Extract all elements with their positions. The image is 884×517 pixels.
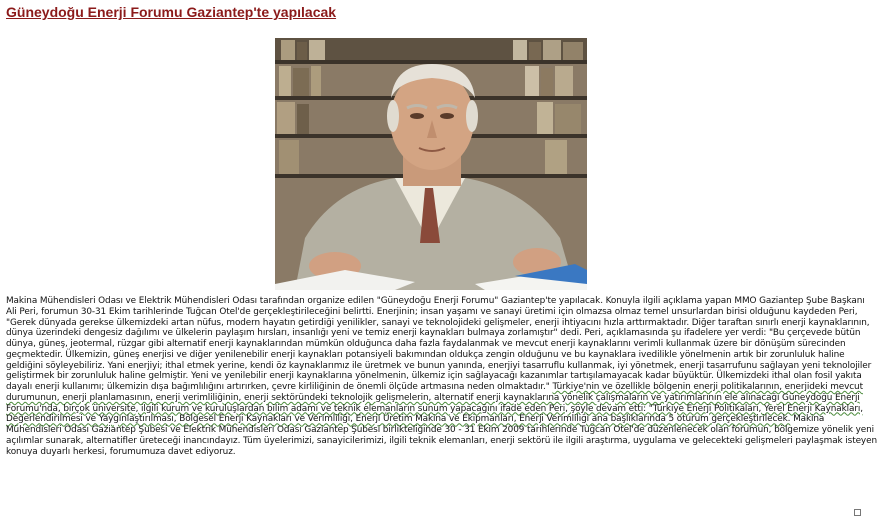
portrait-photo-icon	[275, 38, 587, 290]
article-headline-link[interactable]: Güneydoğu Enerji Forumu Gaziantep'te yapılacak	[6, 4, 337, 20]
article-paragraph-closing: Makina Mühendisleri Odası Gaziantep Şubesi ve Elektrik Mühendisleri Odası Gaziantep Şubesi birlikteliğinde 30 - 31 Ekim 2009 tarihlerinde Tuğcan Otel'de düzenlenecek olan forumun, bölgemize yönelik yeni açılımlar sunarak, alternatifler üreteceği inancındayız. Tüm üyelerimizi, sanayicilerimizi, ilgili teknik elemanları, enerji sektörü ile ilgili araştırma, uygulama ve gelecekteki gelişmeleri paylaşmak isteyen konuya duyarlı herkesi, forumumuza davet ediyoruz.	[6, 414, 877, 457]
article-paragraph-intro: Makina Mühendisleri Odası ve Elektrik Mühendisleri Odası tarafından organize edilen "Güneydoğu Enerji Forumu" Gaziantep'te yapılacak. Konuyla ilgili açıklama yapan MMO Gaziantep Şube Başkanı Ali Peri, forumun 30-31 Ekim tarihlerinde Tuğcan Otel'de gerçekleştirileceğini belirtti. Enerjinin; insan yaşamı ve sanayi üretimi için olmazsa olmaz temel unsurlardan birisi olduğunu kaydeden Peri, "Gerek dünyada gerekse ülkemizdeki artan nüfus, modern hayatın getirdiği yenilikler, sanayi ve teknolojideki gelişmeler, enerji ihtiyacını hızla arttırmaktadır. Diğer taraftan sınırlı enerji kaynaklarının, dünya üzerindeki dengesiz dağılımı ve ülkelerin paylaşım hırsları, insanlığı yeni ve temiz enerji kaynakları bulmaya zorlamıştır" dedi. Peri, açıklamasında şu ifadelere yer verdi: "Bu çerçevede bütün dünya, güneş, jeotermal, rüzgar gibi alternatif enerji kaynaklarından mümkün olduğunca daha fazla faydalanmak ve mevcut enerji kaynaklarını verimli kullanmak üzere bir dönüşüm sürecinden geçmektedir. Ülkemizin, güneş enerjisi ve diğer yenilenebilir enerji kaynakları potansiyeli bakımından oldukça zengin olduğunu ve bu kaynaklara ivedilikle yönelmenin artık bir zorunluluk haline geldiğini söyleyebiliriz. Yani enerjiyi; ithal etmek yerine, kendi öz kaynaklarımız ile üretmek ve bunun yanında, enerjiyi tasarruflu kullanmak, iyi yönetmek, enerji tasarrufunu sağlayan yeni teknolojiler geliştirmek bir zorunluluk haline gelmiştir. Yeni ve yenilebilir enerji kaynaklarına yönelmenin, ülkemiz için sağlayacağı kazanımlar tartışılamayacak kadar büyüktür. Ülkemizdeki ithal olan fosil yakıta dayalı enerji kullanımı; ülkemizin dışa bağımlılığını artırırken, çevre kirliliğinin de önemli ölçüde artmasına neden olmaktadır."	[6, 296, 872, 392]
article-body	[6, 296, 878, 457]
resize-handle-icon[interactable]	[854, 509, 861, 516]
article-photo	[275, 38, 587, 290]
article-paragraph-highlighted: Türkiye'nin ve özellikle bölgenin enerji politikalarının, enerjideki mevcut durumunun, enerji planlamasının, enerji verimliliğinin, enerji sektöründeki teknolojik gelişmelerin, alternatif enerji kaynaklarına yönelik çalışmaların ve yatırımlarının ele alınacağı Güneydoğu Enerji Forumu'nda, birçok üniversite, ilgili kurum ve kuruluşlardan bilim adamı ve teknik elemanların sunum yapacağını ifade eden Peri, şöyle devam etti: "Türkiye Enerji Politikaları, Yerel Enerji Kaynakları, Değerlendirilmesi ve Yaygınlaştırılması, Bölgesel Enerji Kaynakları ve Verimliliği, Enerji Üretim Makina ve Ekipmanları, Enerji Verimliliği ana başlıklarında 5 oturum gerçekleştirilecek.	[6, 382, 863, 425]
